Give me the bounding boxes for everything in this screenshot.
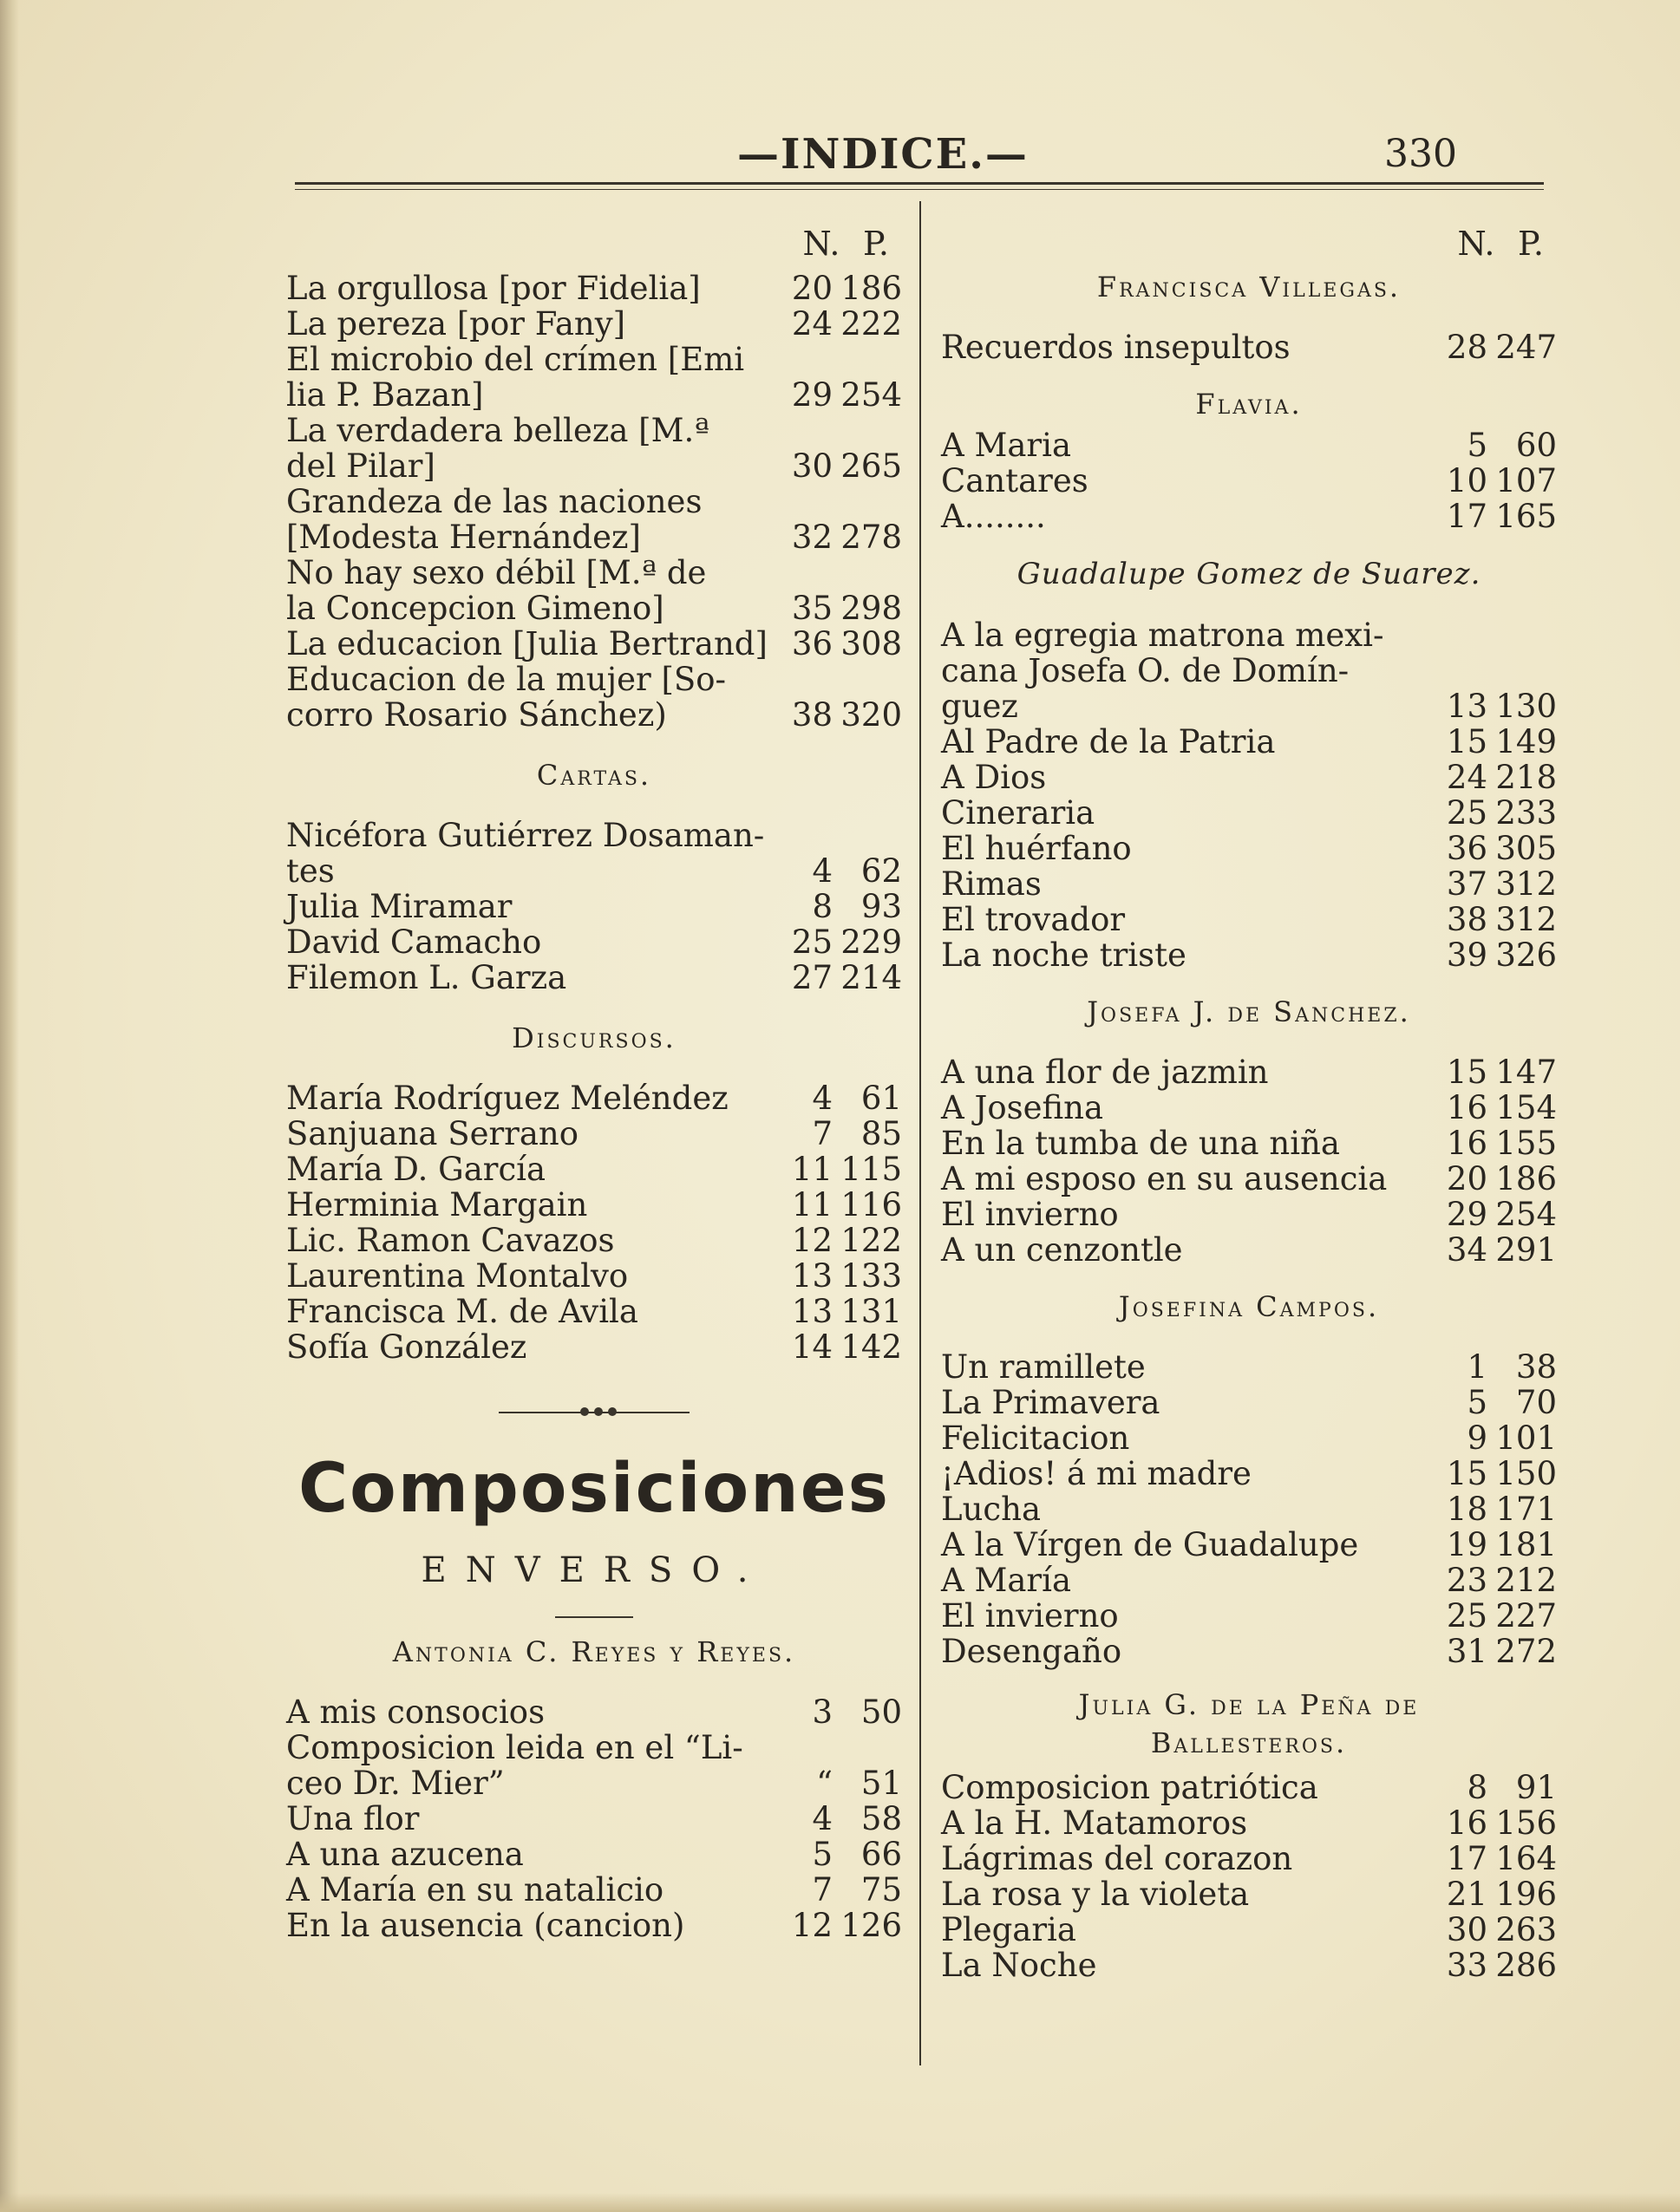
index-entry xyxy=(286,591,902,626)
entry-page: 164 xyxy=(1495,1840,1557,1877)
entry-title: Plegaria xyxy=(941,1911,1076,1948)
index-entry xyxy=(941,1805,1557,1841)
entries-reyes xyxy=(286,1694,902,1943)
section-heading-campos: Josefina Campos. xyxy=(1118,1290,1380,1323)
index-entry xyxy=(286,448,902,484)
entry-number: 16 xyxy=(1446,1089,1487,1126)
entry-title: Lic. Ramon Cavazos xyxy=(286,1222,615,1259)
index-entry xyxy=(286,555,902,591)
entry-page: 122 xyxy=(840,1222,902,1259)
index-entry xyxy=(941,1232,1557,1268)
entry-title: cana Josefa O. de Domín- xyxy=(941,652,1350,689)
entry-page: 116 xyxy=(840,1186,902,1223)
entry-title: ceo Dr. Mier” xyxy=(286,1765,505,1802)
entries-cartas xyxy=(286,818,902,995)
entries-top xyxy=(286,271,902,733)
entry-number: 37 xyxy=(1446,865,1487,903)
header-rule-thin xyxy=(295,189,1544,190)
entry-title: Laurentina Montalvo xyxy=(286,1257,629,1295)
entry-title: corro Rosario Sánchez) xyxy=(286,696,667,734)
entry-page: 154 xyxy=(1495,1089,1557,1126)
entry-number: 25 xyxy=(1446,1597,1487,1635)
entry-page: 305 xyxy=(1495,830,1557,867)
entry-number: 7 xyxy=(812,1871,833,1909)
entry-page: 286 xyxy=(1495,1947,1557,1984)
index-entry xyxy=(286,889,902,924)
ornament-divider xyxy=(499,1406,690,1419)
header-rule-thick xyxy=(295,182,1544,185)
entry-page: 291 xyxy=(1495,1231,1557,1269)
entry-title: A María xyxy=(941,1562,1072,1599)
entry-number: 16 xyxy=(1446,1125,1487,1162)
entry-title: Grandeza de las naciones xyxy=(286,483,703,520)
entry-page: 156 xyxy=(1495,1804,1557,1842)
entry-number: 4 xyxy=(812,1800,833,1837)
entry-title: Educacion de la mujer [So- xyxy=(286,661,727,698)
entry-number: 34 xyxy=(1446,1231,1487,1269)
entry-page: 233 xyxy=(1495,794,1557,832)
section-heading-discursos: Discursos. xyxy=(512,1021,677,1054)
entry-page: 93 xyxy=(860,888,902,925)
entry-number: 20 xyxy=(1446,1160,1487,1197)
entry-page: 214 xyxy=(840,959,902,996)
entry-title: guez xyxy=(941,688,1018,725)
entry-number: 38 xyxy=(791,696,833,734)
entry-title: Filemon L. Garza xyxy=(286,959,567,996)
entry-page: 130 xyxy=(1495,688,1557,725)
entry-title: A........ xyxy=(941,498,1046,535)
entry-number: 12 xyxy=(791,1222,833,1259)
entry-page: 278 xyxy=(840,519,902,556)
entry-number: 12 xyxy=(791,1907,833,1944)
entry-page: 218 xyxy=(1495,759,1557,796)
index-entry xyxy=(286,960,902,995)
entry-title: Lucha xyxy=(941,1491,1042,1528)
entry-number: 17 xyxy=(1446,498,1487,535)
entry-title: La verdadera belleza [M.ª xyxy=(286,412,709,449)
entry-page: 308 xyxy=(840,625,902,662)
index-entry xyxy=(286,1187,902,1223)
entry-number: 24 xyxy=(1446,759,1487,796)
index-entry xyxy=(286,662,902,697)
entry-title: [Modesta Hernández] xyxy=(286,519,641,556)
entry-page: 61 xyxy=(860,1080,902,1117)
index-entry xyxy=(286,1801,902,1837)
index-entry xyxy=(286,1152,902,1187)
entry-title: Un ramillete xyxy=(941,1348,1146,1386)
entry-page: 58 xyxy=(860,1800,902,1837)
entry-title: La Primavera xyxy=(941,1384,1160,1421)
entry-title: Cineraria xyxy=(941,794,1095,832)
entry-page: 126 xyxy=(840,1907,902,1944)
index-entry xyxy=(941,463,1557,499)
entry-number: 13 xyxy=(791,1293,833,1330)
index-entry xyxy=(941,760,1557,795)
index-entry xyxy=(286,413,902,448)
entry-page: 312 xyxy=(1495,901,1557,938)
entry-number: 28 xyxy=(1446,329,1487,366)
entry-number: 1 xyxy=(1467,1348,1487,1386)
section-heading-sanchez: Josefa J. de Sanchez. xyxy=(1087,995,1411,1028)
entry-number: 13 xyxy=(1446,688,1487,725)
page-header xyxy=(295,130,1544,182)
entry-page: 60 xyxy=(1515,427,1557,464)
entry-page: 265 xyxy=(840,447,902,485)
index-entry xyxy=(941,330,1557,365)
index-entry xyxy=(941,1054,1557,1090)
index-entry xyxy=(286,1080,902,1116)
index-entry xyxy=(941,902,1557,937)
index-entry xyxy=(941,795,1557,831)
composiciones-title: Composiciones xyxy=(297,1450,891,1528)
entry-title: Recuerdos insepultos xyxy=(941,329,1291,366)
entry-page: 298 xyxy=(840,590,902,627)
entry-number: 21 xyxy=(1446,1876,1487,1913)
entry-number: 11 xyxy=(791,1151,833,1188)
entry-number: 32 xyxy=(791,519,833,556)
entry-page: 326 xyxy=(1495,936,1557,974)
entry-title: A la H. Matamoros xyxy=(941,1804,1248,1842)
entry-title: A mi esposo en su ausencia xyxy=(941,1160,1388,1197)
index-entry xyxy=(941,831,1557,866)
entry-title: A una azucena xyxy=(286,1836,524,1873)
index-entry xyxy=(286,271,902,306)
entry-title: La pereza [por Fany] xyxy=(286,305,626,343)
entry-page: 272 xyxy=(1495,1633,1557,1670)
entry-page: 149 xyxy=(1495,723,1557,760)
entry-number: 29 xyxy=(791,376,833,414)
entry-title: A mis consocios xyxy=(286,1693,546,1731)
np-header-left xyxy=(286,217,902,271)
entry-title: Herminia Margain xyxy=(286,1186,588,1223)
entry-title: ¡Adios! á mi madre xyxy=(941,1455,1252,1492)
col-head-p: P. xyxy=(1518,225,1544,263)
entry-number: 19 xyxy=(1446,1526,1487,1563)
entry-page: 320 xyxy=(840,696,902,734)
entry-page: 196 xyxy=(1495,1876,1557,1913)
entries-campos xyxy=(941,1349,1557,1669)
entry-number: 10 xyxy=(1446,462,1487,499)
entry-number: 3 xyxy=(812,1693,833,1731)
entry-page: 131 xyxy=(840,1293,902,1330)
entry-number: 9 xyxy=(1467,1419,1487,1457)
entry-page: 62 xyxy=(860,852,902,890)
entry-page: 70 xyxy=(1515,1384,1557,1421)
section-heading-pena-1: Julia G. de la Peña de xyxy=(1078,1688,1420,1721)
index-entry xyxy=(941,1456,1557,1491)
entry-title: Al Padre de la Patria xyxy=(941,723,1276,760)
index-entry xyxy=(941,1876,1557,1912)
entry-page: 229 xyxy=(840,923,902,961)
entry-page: 165 xyxy=(1495,498,1557,535)
index-entry xyxy=(286,377,902,413)
page-number: 330 xyxy=(1384,132,1457,176)
entry-number: 4 xyxy=(812,852,833,890)
section-heading-cartas: Cartas. xyxy=(536,759,652,792)
entry-title: En la tumba de una niña xyxy=(941,1125,1340,1162)
index-entry xyxy=(286,924,902,960)
entry-number: 8 xyxy=(812,888,833,925)
entry-number: 4 xyxy=(812,1080,833,1117)
index-entry xyxy=(941,724,1557,760)
entry-number: 30 xyxy=(1446,1911,1487,1948)
entry-title: No hay sexo débil [M.ª de xyxy=(286,554,707,591)
index-entry xyxy=(286,1223,902,1258)
entry-number: 16 xyxy=(1446,1804,1487,1842)
entry-title: El huérfano xyxy=(941,830,1132,867)
entry-title: A Maria xyxy=(941,427,1072,464)
entry-title: Sanjuana Serrano xyxy=(286,1115,579,1152)
index-entry xyxy=(286,1872,902,1908)
entry-page: 50 xyxy=(860,1693,902,1731)
section-heading-flavia: Flavia. xyxy=(1195,388,1303,421)
entry-number: 36 xyxy=(791,625,833,662)
entry-title: La Noche xyxy=(941,1947,1097,1984)
index-entry xyxy=(286,697,902,733)
index-entry xyxy=(941,688,1557,724)
entry-title: la Concepcion Gimeno] xyxy=(286,590,664,627)
entry-number: 8 xyxy=(1467,1769,1487,1806)
section-heading-reyes: Antonia C. Reyes y Reyes. xyxy=(392,1635,796,1668)
entry-number: 29 xyxy=(1446,1196,1487,1233)
index-entry xyxy=(941,1634,1557,1669)
entry-number: 30 xyxy=(791,447,833,485)
index-entry xyxy=(941,1385,1557,1420)
index-entry xyxy=(286,306,902,342)
entry-title: Felicitacion xyxy=(941,1419,1130,1457)
index-entry xyxy=(941,1527,1557,1563)
entry-number: 18 xyxy=(1446,1491,1487,1528)
entry-page: 222 xyxy=(840,305,902,343)
page-bottom-edge xyxy=(0,2193,1680,2212)
index-entry xyxy=(286,818,902,853)
index-entry xyxy=(941,866,1557,902)
entry-page: 91 xyxy=(1515,1769,1557,1806)
entry-title: Lágrimas del corazon xyxy=(941,1840,1293,1877)
entry-number: 13 xyxy=(791,1257,833,1295)
index-entry xyxy=(286,1837,902,1872)
index-entry xyxy=(286,1730,902,1765)
index-entry xyxy=(941,653,1557,688)
entry-title: La educacion [Julia Bertrand] xyxy=(286,625,768,662)
entry-number: 25 xyxy=(1446,794,1487,832)
entry-number: 17 xyxy=(1446,1840,1487,1877)
entry-page: 171 xyxy=(1495,1491,1557,1528)
entry-page: 107 xyxy=(1495,462,1557,499)
entry-number: 33 xyxy=(1446,1947,1487,1984)
entry-title: David Camacho xyxy=(286,923,542,961)
entry-page: 254 xyxy=(840,376,902,414)
entry-title: lia P. Bazan] xyxy=(286,376,484,414)
entry-title: El trovador xyxy=(941,901,1126,938)
entry-title: Desengaño xyxy=(941,1633,1122,1670)
index-entry xyxy=(941,1563,1557,1598)
index-entry xyxy=(941,617,1557,653)
index-entry xyxy=(286,626,902,662)
entry-number: 15 xyxy=(1446,1054,1487,1091)
entry-page: 66 xyxy=(860,1836,902,1873)
index-entry xyxy=(941,1948,1557,1983)
col-head-n: N. xyxy=(1457,225,1495,263)
index-entry xyxy=(941,1841,1557,1876)
entry-title: En la ausencia (cancion) xyxy=(286,1907,685,1944)
entries-flavia xyxy=(941,427,1557,534)
col-head-n: N. xyxy=(802,225,840,263)
entry-title: El invierno xyxy=(941,1597,1119,1635)
entry-number: “ xyxy=(816,1765,833,1802)
entry-number: 14 xyxy=(791,1328,833,1366)
entry-page: 142 xyxy=(840,1328,902,1366)
index-entry xyxy=(941,1770,1557,1805)
entry-title: tes xyxy=(286,852,335,890)
index-entry xyxy=(941,1090,1557,1126)
entries-suarez xyxy=(941,617,1557,973)
entry-page: 247 xyxy=(1495,329,1557,366)
entry-page: 212 xyxy=(1495,1562,1557,1599)
index-entry xyxy=(286,1116,902,1152)
page-left-edge xyxy=(0,0,19,2212)
column-divider xyxy=(919,201,921,2065)
entry-page: 85 xyxy=(860,1115,902,1152)
entry-page: 155 xyxy=(1495,1125,1557,1162)
index-entry xyxy=(286,1765,902,1801)
entry-number: 27 xyxy=(791,959,833,996)
index-entry xyxy=(286,1694,902,1730)
index-entry xyxy=(941,1491,1557,1527)
entry-title: A María en su natalicio xyxy=(286,1871,664,1909)
entry-title: A Dios xyxy=(941,759,1047,796)
index-entry xyxy=(941,1420,1557,1456)
index-entry xyxy=(941,427,1557,463)
index-entry xyxy=(941,1912,1557,1948)
entry-number: 35 xyxy=(791,590,833,627)
index-entry xyxy=(941,1349,1557,1385)
entry-number: 39 xyxy=(1446,936,1487,974)
entry-title: La rosa y la violeta xyxy=(941,1876,1250,1913)
entry-title: Una flor xyxy=(286,1800,420,1837)
index-entry xyxy=(941,1126,1557,1161)
index-entry xyxy=(286,519,902,555)
entries-pena xyxy=(941,1770,1557,1983)
entry-title: A la Vírgen de Guadalupe xyxy=(941,1526,1359,1563)
section-heading-pena-2: Ballesteros. xyxy=(1150,1726,1348,1759)
entry-number: 23 xyxy=(1446,1562,1487,1599)
entry-number: 15 xyxy=(1446,723,1487,760)
entry-page: 75 xyxy=(860,1871,902,1909)
entry-page: 101 xyxy=(1495,1419,1557,1457)
index-entry xyxy=(286,1258,902,1294)
entry-number: 5 xyxy=(1467,1384,1487,1421)
entry-number: 38 xyxy=(1446,901,1487,938)
entry-title: Nicéfora Gutiérrez Dosaman- xyxy=(286,817,765,854)
entry-page: 186 xyxy=(1495,1160,1557,1197)
entry-title: Cantares xyxy=(941,462,1088,499)
entry-title: A un cenzontle xyxy=(941,1231,1183,1269)
index-entry xyxy=(941,1161,1557,1197)
entry-title: Composicion leida en el “Li- xyxy=(286,1729,743,1766)
entry-page: 181 xyxy=(1495,1526,1557,1563)
section-heading-villegas: Francisca Villegas. xyxy=(1096,271,1402,303)
index-entry xyxy=(286,1908,902,1943)
entry-number: 5 xyxy=(812,1836,833,1873)
entry-number: 7 xyxy=(812,1115,833,1152)
index-entry xyxy=(941,937,1557,973)
entry-title: del Pilar] xyxy=(286,447,435,485)
entries-villegas xyxy=(941,330,1557,365)
entry-page: 147 xyxy=(1495,1054,1557,1091)
entry-title: Composicion patriótica xyxy=(941,1769,1318,1806)
section-heading-suarez: Guadalupe Gomez de Suarez. xyxy=(1016,557,1481,591)
entry-page: 263 xyxy=(1495,1911,1557,1948)
entry-number: 20 xyxy=(791,270,833,307)
entry-number: 25 xyxy=(791,923,833,961)
entry-number: 15 xyxy=(1446,1455,1487,1492)
right-column xyxy=(941,217,1557,1983)
entry-title: A Josefina xyxy=(941,1089,1104,1126)
entries-sanchez xyxy=(941,1054,1557,1268)
entry-title: La orgullosa [por Fidelia] xyxy=(286,270,701,307)
page-title: —INDICE.— xyxy=(737,130,1029,179)
index-entry xyxy=(286,853,902,889)
entry-page: 115 xyxy=(840,1151,902,1188)
entry-page: 254 xyxy=(1495,1196,1557,1233)
index-entry xyxy=(941,1197,1557,1232)
entry-page: 312 xyxy=(1495,865,1557,903)
entries-discursos xyxy=(286,1080,902,1365)
entry-title: Rimas xyxy=(941,865,1042,903)
np-header-right xyxy=(941,217,1557,271)
entry-title: El microbio del crímen [Emi xyxy=(286,341,745,378)
index-entry xyxy=(941,499,1557,534)
index-entry xyxy=(286,1294,902,1329)
entry-number: 11 xyxy=(791,1186,833,1223)
entry-title: Francisca M. de Avila xyxy=(286,1293,638,1330)
index-entry xyxy=(286,484,902,519)
entry-title: María Rodríguez Meléndez xyxy=(286,1080,729,1117)
entry-title: A la egregia matrona mexi- xyxy=(941,617,1384,654)
entry-title: La noche triste xyxy=(941,936,1186,974)
entry-title: El invierno xyxy=(941,1196,1119,1233)
enverso-subtitle: ENVERSO. xyxy=(421,1550,768,1590)
entry-page: 227 xyxy=(1495,1597,1557,1635)
entry-number: 36 xyxy=(1446,830,1487,867)
entry-page: 150 xyxy=(1495,1455,1557,1492)
col-head-p: P. xyxy=(863,225,889,263)
index-entry xyxy=(286,1329,902,1365)
index-entry xyxy=(941,1598,1557,1634)
entry-page: 38 xyxy=(1515,1348,1557,1386)
left-column xyxy=(286,217,902,1943)
entry-page: 51 xyxy=(860,1765,902,1802)
index-entry xyxy=(286,342,902,377)
entry-number: 31 xyxy=(1446,1633,1487,1670)
entry-title: A una flor de jazmin xyxy=(941,1054,1269,1091)
entry-title: María D. García xyxy=(286,1151,546,1188)
entry-number: 24 xyxy=(791,305,833,343)
entry-page: 186 xyxy=(840,270,902,307)
entry-page: 133 xyxy=(840,1257,902,1295)
entry-title: Sofía González xyxy=(286,1328,527,1366)
entry-number: 5 xyxy=(1467,427,1487,464)
short-rule xyxy=(555,1616,633,1618)
entry-title: Julia Miramar xyxy=(286,888,513,925)
